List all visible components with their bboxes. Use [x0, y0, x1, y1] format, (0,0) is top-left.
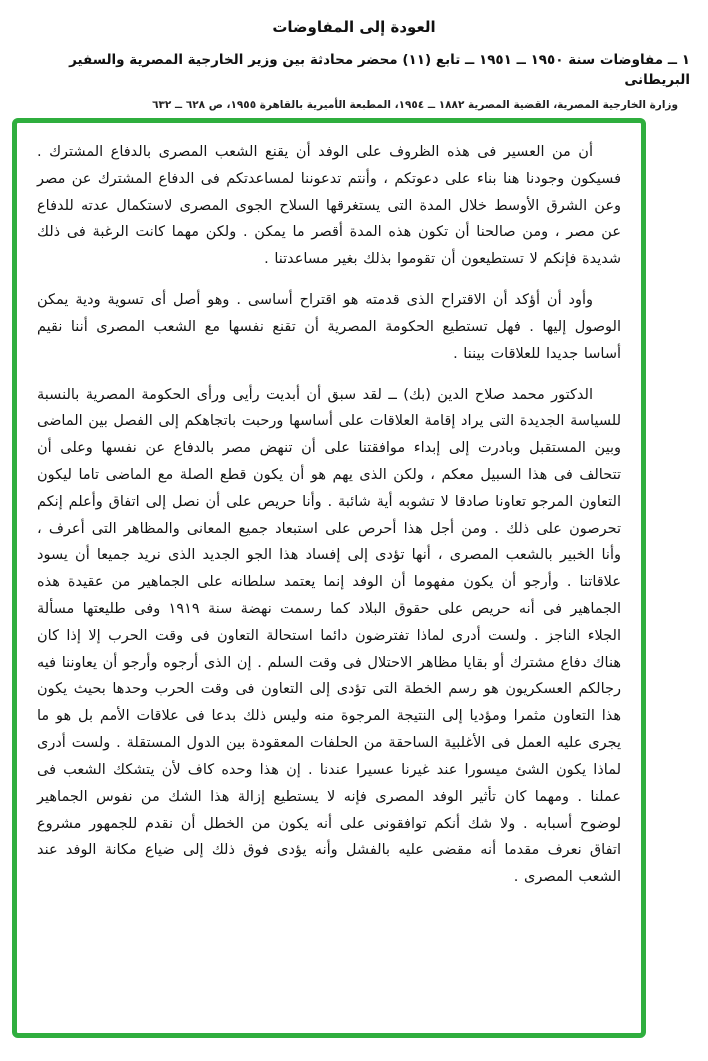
document-header	[0, 0, 708, 111]
paragraph: الدكتور محمد صلاح الدين (بك) ــ لقد سبق أن أبديت رأيى ورأى الحكومة المصرية بالنسبة للسياسة الجديدة التى يراد إقامة العلاقات على أساسها ورحبت باتجاهكم إلى الفصل بين الماضى وبين المستقبل وبادرت إلى إبداء موافقتنا على أن تنهض مصر بالدفاع عن نفسها وعلى أن تتحالف فى هذا السبيل معكم ، ولكن الذى يهم هو أن يكون قطع الصلة مع الماضى تاما ليكون التعاون المرجو تعاونا صادقا لا تشوبه أية شائبة . وأنا حريص على أن نصل إلى اتفاق وأعلم إنكم تحرصون على ذلك . ومن أجل هذا أحرص على استبعاد جميع المعانى والمظاهر التى أعرف ، وأنا الخبير بالشعب المصرى ، أنها تؤدى إلى إفساد هذا الجو الجديد الذى نريد جميعا أن يسود علاقاتنا . وأرجو أن يكون مفهوما أن الوفد إنما يعتمد سلطانه على الجماهير من عقيدة هذه الجماهير فى أنه حريص على حقوق البلاد كما رسمت نهضة سنة ١٩١٩ وفى طليعتها مسألة الجلاء الناجز . ولست أدرى لماذا تفترضون دائما استحالة التعاون فى وقت الحرب إلا إذا كان هناك دفاع مشترك أو بقايا مظاهر الاحتلال فى وقت السلم . إن الذى أرجوه وأرجو أن يعاوننا فيه رجالكم العسكريون هو رسم الخطة التى تؤدى إلى التعاون فى وقت الحرب وحدها بحيث يكون هذا التعاون مثمرا ومؤديا إلى النتيجة المرجوة منه وليس ذلك بدعا فى علاقات الأمم بل هو ما يجرى عليه العمل فى الأغلبية الساحقة من الحلفات المعقودة بين الدول المستقلة . ولست أدرى لماذا يكون الشئ ميسورا عند غيرنا عسيرا عندنا . إن هذا وحده كاف لأن يتشكك الشعب فى عملنا . ومهما كان تأثير الوفد المصرى فإنه لا يستطيع إزالة هذا الشك من نفوس الجماهير لوضوح أسبابه . ولا شك أنكم توافقونى على أنه يكون من الخطل أن نقدم للجمهور مشروع اتفاق نعرف مقدما أنه مقضى عليه بالفشل وأنه يؤدى فوق ذلك إلى ضياع مكانة الوفد عند الشعب المصرى .	[37, 386, 621, 886]
source-citation: وزارة الخارجية المصرية، القضية المصرية ١٨٨٢ ــ ١٩٥٤، المطبعة الأميرية بالقاهرة ١٩٥٥، ص ٦٢٨ ــ ٦٣٢	[152, 98, 678, 111]
page-title: العودة إلى المفاوضات	[272, 18, 436, 36]
document-heading: ١ ــ مفاوضات سنة ١٩٥٠ ــ ١٩٥١ ــ تابع (١١) محضر محادثة بين وزير الخارجية المصرية والسفير البريطانى	[69, 52, 690, 89]
paragraph: أن من العسير فى هذه الظروف على الوفد أن يقنع الشعب المصرى بالدفاع المشترك . فسيكون وجودنا هنا بناء على دعوتكم ، وأنتم تدعوننا لمساعدتكم فى الدفاع المشترك عن مصر وعن الشرق الأوسط خلال المدة التى يستغرقها السلاح الجوى المصرى لاستكمال عدته للدفاع عن مصر ، ومن صالحنا أن تكون هذه المدة أقصر ما يمكن . ولكن مهما كانت الرغبة فى ذلك شديدة فإنكم لا تستطيعون أن تقوموا بذلك بغير مساعدتنا .	[37, 144, 621, 268]
green-text-frame	[12, 118, 646, 1038]
paragraph: وأود أن أؤكد أن الاقتراح الذى قدمته هو اقتراح أساسى . وهو أصل أى تسوية ودية يمكن الوصول إليها . فهل تستطيع الحكومة المصرية أن تقنع نفسها مع الشعب المصرى أننا نقيم أساسا جديدا للعلاقات بيننا .	[37, 292, 621, 362]
